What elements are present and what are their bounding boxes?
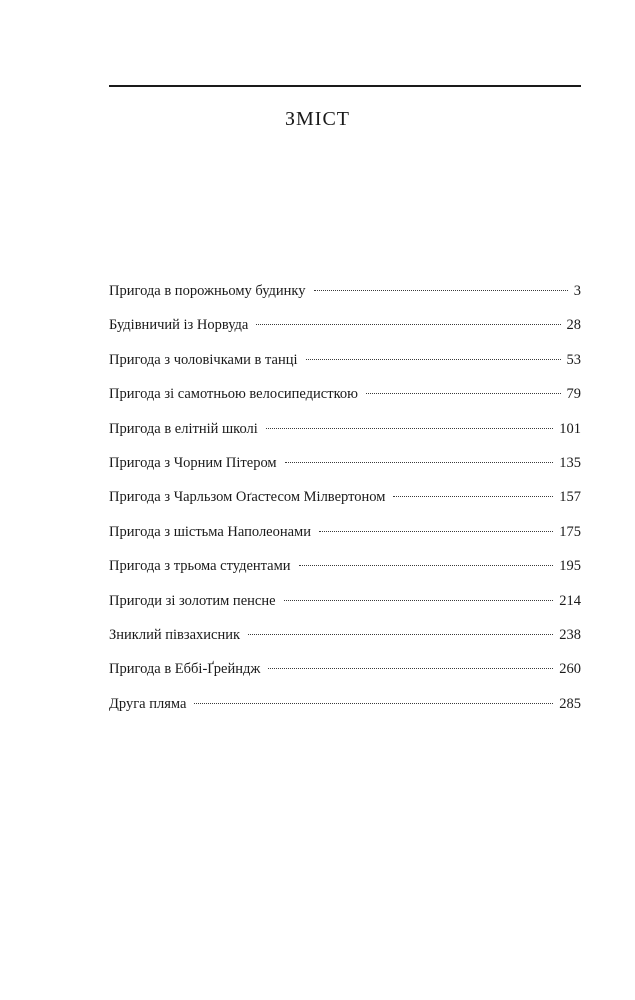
dot-leader [256, 324, 560, 325]
toc-entry-title: Пригода з трьома студентами [109, 558, 291, 575]
dot-leader [366, 393, 561, 394]
toc-entry-title: Друга пляма [109, 695, 187, 712]
toc-entry[interactable] [109, 696, 581, 730]
dot-leader [268, 668, 553, 669]
dot-leader [284, 600, 554, 601]
dot-leader [393, 496, 553, 497]
toc-entry[interactable] [109, 352, 581, 386]
dot-leader [266, 428, 553, 429]
dot-leader [319, 531, 553, 532]
toc-entry[interactable] [109, 489, 581, 523]
toc-entry[interactable] [109, 661, 581, 695]
toc-entry-title: Пригода в елітній школі [109, 420, 258, 437]
dot-leader [194, 703, 553, 704]
toc-entry[interactable] [109, 421, 581, 455]
toc-heading: ЗМІСТ [284, 108, 351, 130]
toc-entry-page: 175 [559, 523, 581, 540]
toc-entry-title: Пригода в порожньому будинку [109, 283, 306, 299]
toc-entry-page: 260 [559, 661, 581, 678]
toc-entry-page: 28 [566, 317, 581, 334]
toc-entry-page: 53 [566, 351, 581, 368]
toc-entry-page: 214 [559, 592, 581, 609]
toc-entry[interactable] [109, 386, 581, 420]
top-rule [109, 85, 581, 87]
toc-entry[interactable] [109, 317, 581, 351]
toc-entry-page: 195 [559, 558, 581, 575]
table-of-contents [109, 283, 581, 730]
dot-leader [285, 462, 554, 463]
dot-leader [306, 359, 561, 360]
toc-entry-title: Будівничий із Норвуда [109, 317, 249, 334]
dot-leader [248, 634, 553, 635]
toc-entry-page: 238 [559, 626, 581, 643]
toc-entry-page: 79 [566, 386, 581, 403]
dot-leader [314, 290, 568, 291]
toc-entry[interactable] [109, 627, 581, 661]
toc-entry-page: 157 [559, 489, 581, 506]
toc-entry-page: 135 [559, 454, 581, 471]
toc-entry[interactable] [109, 283, 581, 317]
toc-entry-title: Пригоди зі золотим пенсне [109, 592, 276, 609]
toc-entry-title: Зниклий півзахисник [109, 626, 241, 643]
toc-entry-title: Пригода в Еббі-Ґрейндж [109, 661, 261, 678]
toc-entry-page: 3 [573, 283, 581, 299]
toc-entry-page: 101 [559, 420, 581, 437]
toc-entry-title: Пригода зі самотньою велосипедисткою [109, 386, 358, 403]
toc-entry[interactable] [109, 455, 581, 489]
toc-entry-title: Пригода з Чарльзом Оґастесом Мілвертоном [109, 489, 386, 506]
toc-entry[interactable] [109, 558, 581, 592]
toc-entry-page: 285 [559, 695, 581, 712]
toc-entry[interactable] [109, 524, 581, 558]
toc-entry-title: Пригода з Чорним Пітером [109, 454, 277, 471]
toc-entry[interactable] [109, 593, 581, 627]
toc-entry-title: Пригода з шістьма Наполеонами [109, 523, 311, 540]
toc-entry-title: Пригода з чоловічками в танці [109, 351, 298, 368]
dot-leader [299, 565, 554, 566]
